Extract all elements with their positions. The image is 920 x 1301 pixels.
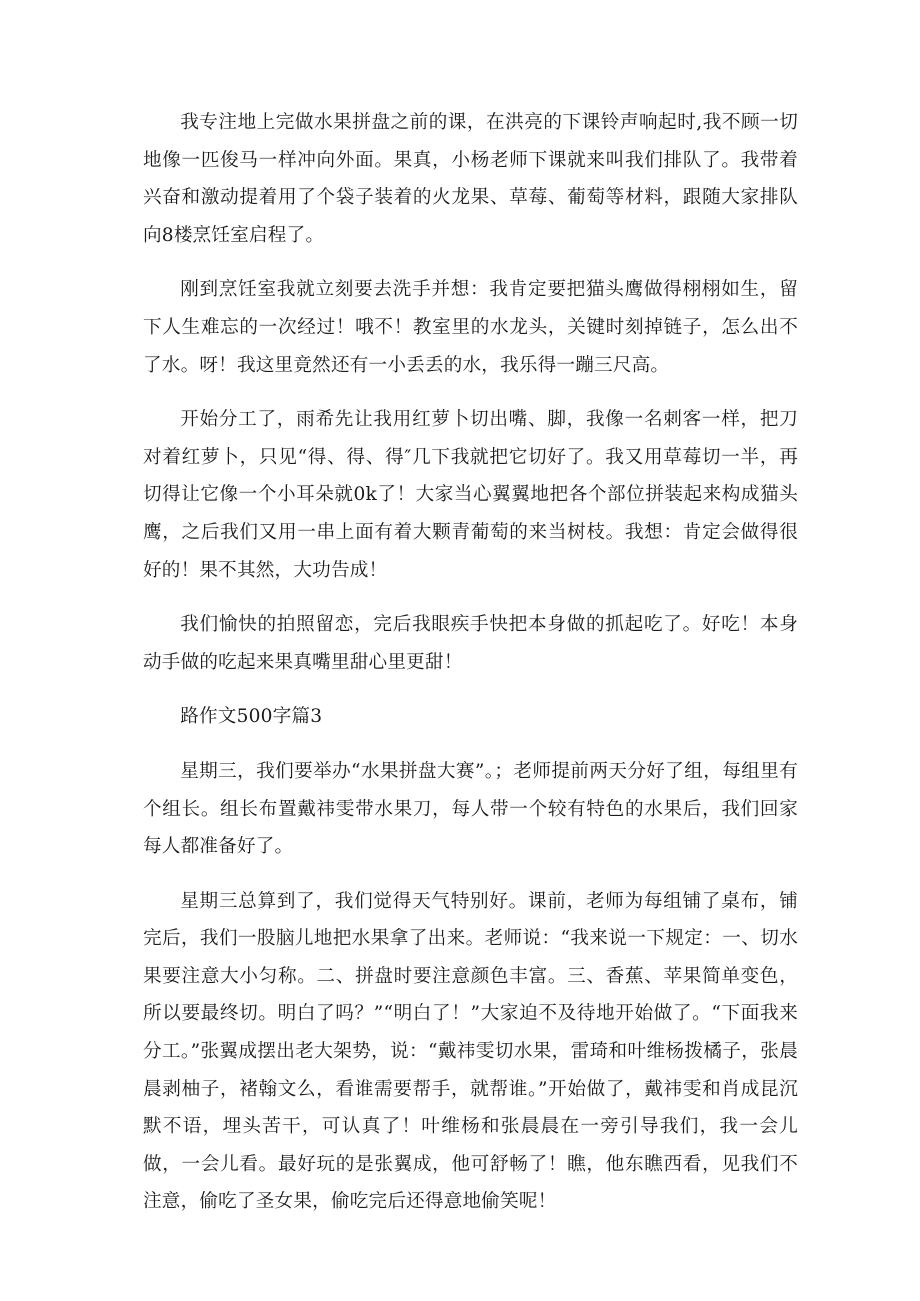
paragraph-6: 星期三总算到了，我们觉得天气特别好。课前，老师为每组铺了桌布，铺完后，我们一股脑儿地把水果拿了出来。老师说：“我来说一下规定：一、切水果要注意大小匀称。二、拼盘时要注意颜色丰富。三、香蕉、苹果简单变色，所以要最终切。明白了吗？”“明白了！”大家迫不及待地开始做了。“下面我来分工。”张翼成摆出老大架势，说：“戴祎雯切水果，雷琦和叶维杨拨橘子，张晨晨剥柚子，褚翰文么，看谁需要帮手，就帮谁。”开始做了，戴祎雯和肖成昆沉默不语，埋头苦干，可认真了！叶维杨和张晨晨在一旁引导我们，我一会儿做，一会儿看。最好玩的是张翼成，他可舒畅了！瞧，他东瞧西看，见我们不注意，偷吃了圣女果，偷吃完后还得意地偷笑呢！ xyxy=(143,890,798,1213)
section-heading: 路作文500字篇3 xyxy=(180,706,323,728)
document-body xyxy=(143,104,798,1221)
paragraph-3: 开始分工了，雨希先让我用红萝卜切出嘴、脚，我像一名刺客一样，把刀对着红萝卜，只见“得、得、得″几下我就把它切好了。我又用草莓切一半，再切得让它像一个小耳朵就0k了！大家当心翼翼地把各个部位拼装起来构成猫头鹰，之后我们又用一串上面有着大颗青葡萄的来当树枝。我想：肯定会做得很好的！果不其然，大功告成！ xyxy=(143,409,798,581)
paragraph-1: 我专注地上完做水果拼盘之前的课，在洪亮的下课铃声响起时,我不顾一切地像一匹俊马一样冲向外面。果真，小杨老师下课就来叫我们排队了。我带着兴奋和激动提着用了个袋子装着的火龙果、草莓、葡萄等材料，跟随大家排队向8楼烹饪室启程了。 xyxy=(143,112,798,246)
paragraph-5: 星期三，我们要举办“水果拼盘大赛”。；老师提前两天分好了组，每组里有个组长。组长布置戴祎雯带水果刀，每人带一个较有特色的水果后，我们回家每人都准备好了。 xyxy=(143,760,798,858)
paragraph-4: 我们愉快的拍照留恋，完后我眼疾手快把本身做的抓起吃了。好吃！本身动手做的吃起来果真嘴里甜心里更甜！ xyxy=(143,614,798,673)
paragraph-2: 刚到烹饪室我就立刻要去洗手并想：我肯定要把猫头鹰做得栩栩如生，留下人生难忘的一次经过！哦不！教室里的水龙头，关键时刻掉链子，怎么出不了水。呀！我这里竟然还有一小丢丢的水，我乐得一蹦三尺高。 xyxy=(143,279,798,376)
